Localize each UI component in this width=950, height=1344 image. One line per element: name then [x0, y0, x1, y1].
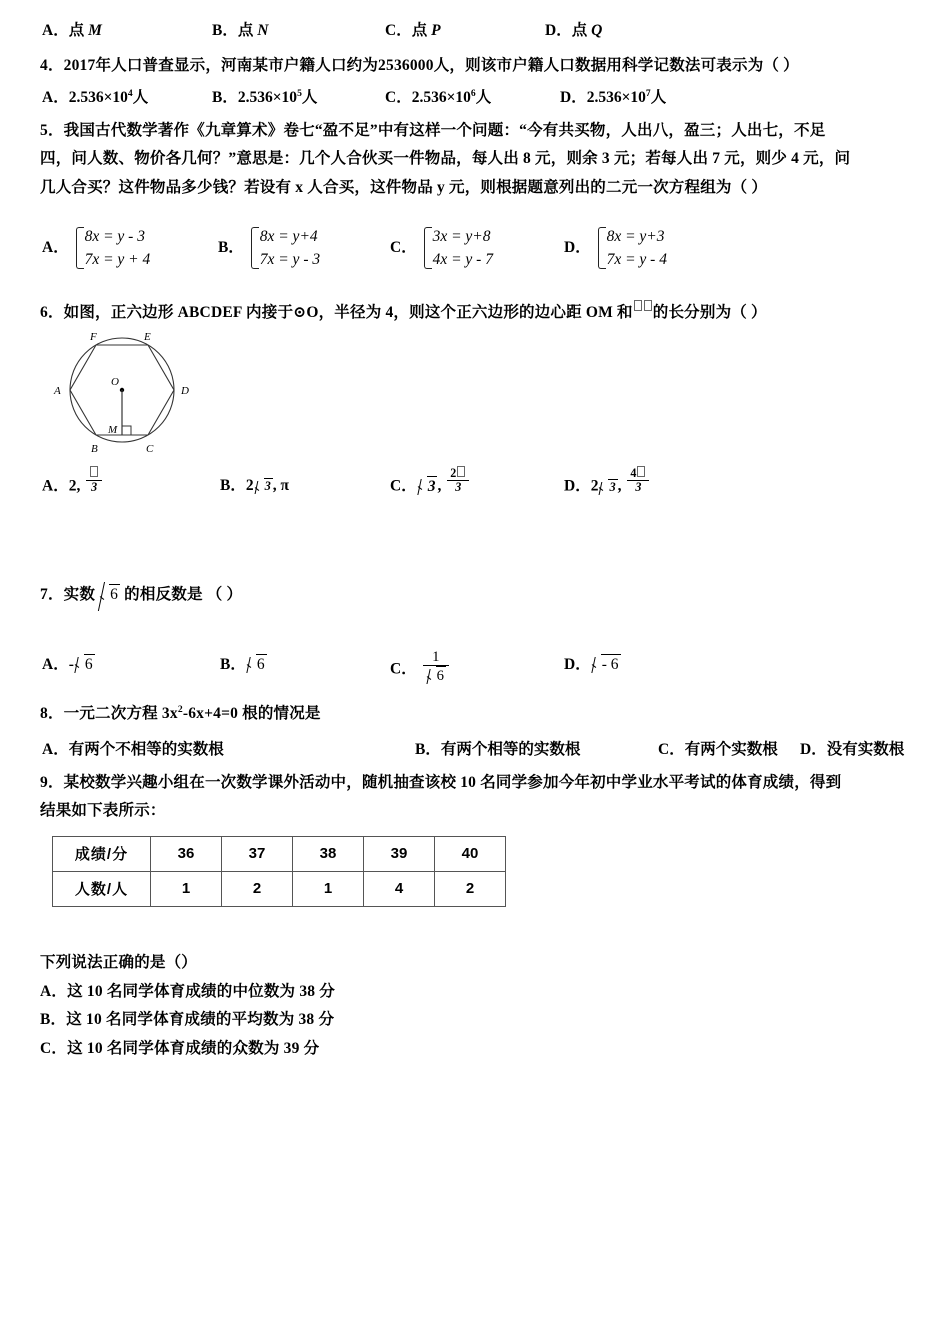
missing-glyph-box-icon [457, 466, 465, 477]
table-cell-count: 2 [222, 871, 293, 906]
q3-option-a[interactable] [42, 18, 102, 40]
option-value-1: 2, [68, 477, 81, 495]
center-label-O: O [111, 376, 119, 389]
q6-stem-part1: 6．如图，正六边形 ABCDEF 内接于⊙O，半径为 4，则这个正六边形的边心距 OM 和 [40, 303, 633, 321]
option-letter: C． [385, 88, 412, 106]
option-exponent: 6 [470, 87, 476, 99]
radical [417, 476, 438, 496]
vertex-label-C: C [146, 443, 154, 456]
option-text: 点 [571, 22, 592, 39]
option-text: 这 10 名同学体育成绩的中位数为 38 分 [67, 982, 335, 1000]
q6-options-row [40, 457, 910, 509]
radicand: 6 [436, 668, 444, 685]
radical [254, 478, 273, 495]
option-letter: A． [42, 655, 69, 673]
q8-option-b[interactable] [415, 737, 580, 759]
equation-system [595, 225, 667, 272]
q7-option-a[interactable] [42, 652, 95, 674]
option-letter: C． [390, 660, 417, 678]
score-frequency-table [52, 836, 506, 907]
option-unit: 人 [475, 88, 492, 106]
equation-2: 4x = y - 7 [432, 250, 493, 268]
missing-glyph-box-icon [637, 466, 645, 477]
q9-stem-line1: 9．某校数学兴趣小组在一次数学课外活动中，随机抽查该校 10 名同学参加今年初中学业水平考试的体育成绩，得到 [40, 773, 842, 791]
option-letter: D． [545, 22, 572, 39]
option-letter: C． [390, 477, 417, 495]
option-base: 2.536×10 [411, 88, 471, 106]
option-letter: D． [564, 655, 591, 673]
radicand: - 6 [601, 655, 619, 673]
option-letter: B． [212, 22, 238, 39]
q7-stem-part1: 7．实数 [40, 586, 96, 604]
q7-stem-part2: 的相反数是 （ ） [124, 586, 243, 604]
equation-system [421, 225, 493, 272]
option-letter: C． [385, 22, 412, 39]
option-letter: A． [42, 22, 69, 39]
table-cell-score: 36 [151, 836, 222, 871]
q7-option-b[interactable] [220, 652, 267, 674]
q7-option-d[interactable] [564, 652, 621, 674]
option-base: 2.536×10 [237, 88, 298, 106]
equation-1: 8x = y+3 [606, 227, 665, 245]
q4-option-c[interactable] [385, 85, 491, 107]
fraction-numerator: 1 [432, 648, 440, 665]
radicand: 3 [264, 479, 271, 494]
missing-glyph-box-icon [634, 300, 642, 311]
table-cell-score: 39 [364, 836, 435, 871]
q3-option-b[interactable] [212, 18, 268, 40]
option-text: 有两个实数根 [684, 740, 778, 758]
option-value-1: 2 [245, 477, 254, 495]
q8-options-row [40, 729, 910, 769]
fraction-denominator: 3 [627, 480, 649, 494]
q8-option-d[interactable] [800, 737, 904, 759]
q4-options-row [40, 81, 910, 117]
vertex-label-A: A [54, 385, 61, 398]
radicand: 6 [256, 655, 265, 673]
q9-option-b[interactable] [40, 1006, 910, 1035]
option-letter: B． [220, 477, 246, 495]
q6-hexagon-figure [44, 327, 910, 457]
option-letter: D． [800, 740, 827, 758]
radicand: 3 [609, 479, 616, 494]
table-cell-count: 1 [293, 871, 364, 906]
option-letter: B． [212, 88, 238, 106]
q4-stem: 4．2017年人口普查显示，河南某市户籍人口约为2536000人，则该市户籍人口数据用科学记数法可表示为（ ） [40, 57, 799, 74]
fraction-denominator: 3 [86, 480, 102, 494]
inscribed-hexagon-diagram [44, 327, 214, 457]
q4-option-d[interactable] [560, 85, 666, 107]
equation-1: 8x = y - 3 [84, 227, 145, 245]
option-unit: 人 [301, 88, 318, 106]
q7-option-c[interactable] [390, 648, 451, 688]
equation-system [248, 225, 320, 272]
option-variable: M [88, 22, 102, 39]
option-base: 2.536×10 [586, 88, 646, 106]
option-letter: B． [40, 1011, 67, 1029]
option-letter: B． [218, 238, 244, 256]
q5-stem-line2: 四，问人数、物价各几何？”意思是：几个人合伙买一件物品，每人出 8 元，则余 3 元；若每人出 7 元，则少 4 元，问 [40, 150, 851, 168]
equation-2: 7x = y - 4 [606, 250, 667, 268]
option-letter: D． [560, 88, 587, 106]
q9-stem-line2: 结果如下表所示： [40, 802, 166, 820]
radicand: 6 [110, 586, 119, 604]
option-letter: C． [390, 238, 417, 256]
equation-2: 7x = y + 4 [84, 250, 151, 268]
q8-stem [40, 700, 910, 729]
table-cell-score: 40 [435, 836, 506, 871]
radical [591, 654, 621, 674]
option-letter: A． [42, 477, 69, 495]
vertex-label-B: B [91, 443, 98, 456]
fraction [627, 466, 649, 493]
q7-stem [40, 579, 910, 612]
table-cell-score: 37 [222, 836, 293, 871]
table-row [53, 836, 506, 871]
q3-options-row [40, 18, 910, 52]
option-text: 这 10 名同学体育成绩的平均数为 38 分 [66, 1011, 335, 1029]
fraction-numerator [86, 466, 102, 480]
q6-option-b[interactable]: B．2 3 , π [220, 477, 290, 495]
q6-stem-part2: 的长分别为（ ） [652, 303, 767, 321]
q4-option-a[interactable] [42, 85, 148, 107]
q6-stem [40, 299, 910, 328]
option-text: 有两个不相等的实数根 [68, 740, 224, 758]
q9-option-a[interactable] [40, 978, 910, 1007]
q5-stem-line1: 5．我国古代数学著作《九章算术》卷七“盈不足”中有这样一个问题：“今有共买物，人出八，盈三；人出七，不足 [40, 121, 826, 139]
q5-options-row [40, 203, 910, 277]
q8-stem-part1: 8．一元二次方程 3x [40, 704, 178, 722]
q5-option-d[interactable] [564, 225, 667, 272]
option-letter: A． [40, 982, 68, 1000]
q8-stem-part2: -6x+4=0 根的情况是 [182, 704, 321, 722]
q9-prompt: 下列说法正确的是（） [40, 953, 198, 971]
fraction-numerator: 2 [447, 466, 469, 480]
radicand: 3 [427, 477, 436, 495]
option-value-1: 2 [590, 477, 599, 495]
option-exponent: 5 [297, 87, 302, 99]
option-unit: 人 [132, 88, 149, 106]
q6-option-c[interactable]: C． 3 , $\frac{2}{3}$ [390, 473, 471, 500]
equation-2: 7x = y - 3 [259, 250, 321, 268]
option-variable: Q [591, 22, 603, 39]
option-variable: P [431, 22, 441, 39]
option-base: 2.536×10 [68, 88, 128, 106]
q6-option-a[interactable] [42, 473, 104, 500]
equation-system [73, 225, 151, 272]
option-letter: B． [415, 740, 441, 758]
vertex-label-D: D [181, 385, 189, 398]
fraction [86, 466, 102, 493]
equation-1: 8x = y+4 [259, 227, 318, 245]
radical [598, 479, 617, 496]
radical [426, 666, 446, 685]
missing-glyph-box-icon [90, 466, 98, 477]
q5-option-c[interactable] [390, 225, 493, 272]
fraction-numerator: 4 [627, 466, 649, 480]
radicand: 6 [84, 655, 93, 673]
q6-option-d[interactable]: D．2 3 , $\frac{4}{3}$ [564, 473, 651, 500]
option-value-2: π [280, 477, 290, 495]
option-text: 没有实数根 [826, 740, 905, 758]
table-row [53, 871, 506, 906]
option-letter: A． [42, 238, 69, 256]
option-text: 这 10 名同学体育成绩的众数为 39 分 [67, 1039, 320, 1057]
q8-option-a[interactable] [42, 737, 224, 759]
option-text: 点 [68, 22, 89, 39]
equation-1: 3x = y+8 [432, 227, 491, 245]
option-variable: N [257, 22, 269, 39]
radical [99, 579, 120, 612]
option-text: 点 [411, 22, 432, 39]
option-letter: D． [564, 238, 591, 256]
vertex-label-F: F [90, 331, 97, 344]
q4-option-b[interactable] [212, 85, 317, 107]
option-letter: C． [40, 1039, 68, 1057]
q3-option-c[interactable] [385, 18, 441, 40]
option-exponent: 7 [645, 87, 651, 99]
option-prefix: - [68, 655, 74, 673]
option-text: 有两个相等的实数根 [440, 740, 581, 758]
option-letter: D． [564, 477, 591, 495]
missing-glyph-box-icon [644, 300, 652, 311]
table-cell-count: 1 [151, 871, 222, 906]
q5-stem-line3: 几人合买？这件物品多少钱？若设有 x 人合买，这件物品 y 元，则根据题意列出的二元一次方程组为（ ） [40, 179, 768, 197]
q8-stem-exponent: 2 [177, 703, 183, 715]
option-unit: 人 [650, 88, 667, 106]
q9-option-c[interactable] [40, 1035, 910, 1064]
radical [74, 654, 95, 674]
q8-option-c[interactable] [658, 737, 778, 759]
fraction [447, 466, 469, 493]
fraction-denominator: 3 [447, 480, 469, 494]
option-text: 点 [237, 22, 258, 39]
table-cell-count: 4 [364, 871, 435, 906]
option-letter: A． [42, 740, 69, 758]
q5-option-b[interactable] [218, 225, 320, 272]
q5-option-a[interactable] [42, 225, 150, 272]
option-letter: B． [220, 655, 246, 673]
radical [246, 654, 267, 674]
table-row-header-score: 成绩/分 [53, 836, 151, 871]
table-row-header-count: 人数/人 [53, 871, 151, 906]
fraction-denominator [423, 665, 449, 685]
q7-options-row [40, 634, 910, 690]
table-cell-count: 2 [435, 871, 506, 906]
table-cell-score: 38 [293, 836, 364, 871]
q3-option-d[interactable] [545, 18, 602, 40]
vertex-label-E: E [144, 331, 151, 344]
option-exponent: 4 [127, 87, 133, 99]
option-letter: A． [42, 88, 69, 106]
foot-label-M: M [108, 424, 118, 437]
option-letter: C． [658, 740, 685, 758]
fraction [423, 650, 449, 686]
